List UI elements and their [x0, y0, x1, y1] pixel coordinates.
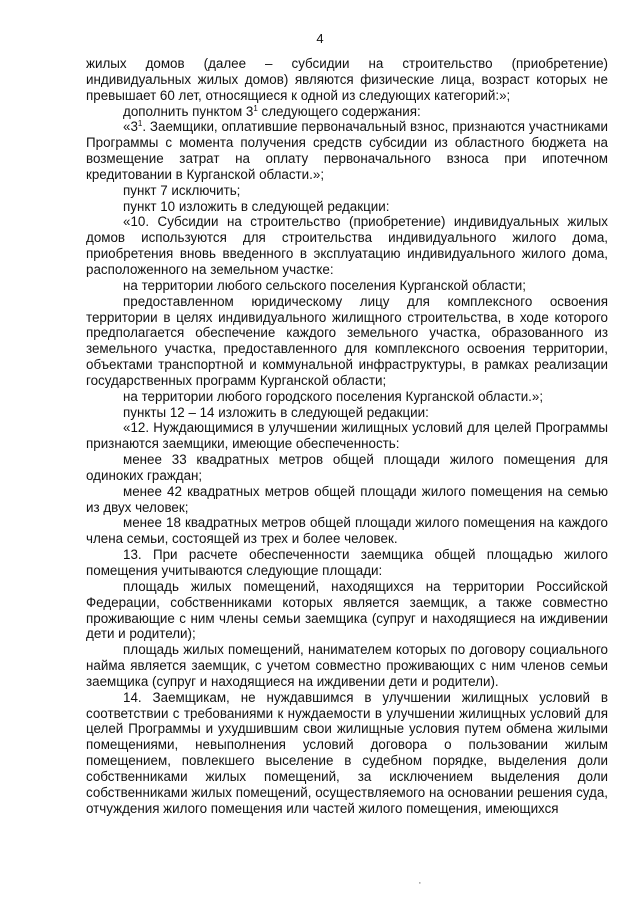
paragraph-urban-settlement: на территории любого городского поселения Курганской области.»; — [123, 388, 544, 404]
paragraph-point-14: 14. Заемщикам, не нуждавшимся в улучшении жилищных условий в соответствии с требованиями к нуждаемости в улучшении жилищных условий для целей Программы и ухудшившим свои жилищные условия путем обмена жилыми помещениями, невыполнения условий договора о пользовании жилым помещением, повлекшего выселение в судебном порядке, выделения доли собственниками жилых помещений, за исключением выделения доли собственниками жилых помещений, осуществляемого на основании решения суда, отчуждения жилого помещения или частей жилого помещения, имеющихся — [86, 689, 608, 816]
page-number: 4 — [316, 31, 324, 46]
paragraph-legal-entity: предоставленном юридическому лицу для комплексного освоения территории в целях индивидуального жилищного строительства, в ходе которого предполагается обеспечение каждого земельного участка, образованного из земельного участка, предоставленного для комплексного освоения территории, объектами транспортной и коммунальной инфраструктуры, в рамках реализации государственных программ Курганской области; — [86, 293, 608, 388]
paragraph-point-10: «10. Субсидии на строительство (приобретение) индивидуальных жилых домов используются для строительства индивидуального жилого дома, приобретения вновь введенного в эксплуатацию индивидуального жилого дома, расположенного на земельном участке: — [86, 214, 608, 277]
paragraph-point-13: 13. При расчете обеспеченности заемщика общей площадью жилого помещения учитываются следующие площади: — [86, 547, 608, 578]
paragraph-points-12-14-intro: пункты 12 – 14 изложить в следующей редакции: — [123, 404, 429, 420]
paragraph-33-sqm: менее 33 квадратных метров общей площади жилого помещения для одиноких граждан; — [86, 452, 608, 483]
paragraph-exclude-point-7: пункт 7 исключить; — [123, 182, 241, 198]
paragraph-add-point: дополнить пунктом $3^1$ следующего содержания: — [123, 103, 421, 119]
paragraph-42-sqm: менее 42 квадратных метров общей площади жилого помещения на семью из двух человек; — [86, 483, 608, 515]
document-body — [86, 56, 608, 817]
paragraph-owned-area: площадь жилых помещений, находящихся на территории Российской Федерации, собственниками которых является заемщик, а также совместно проживающие с ним члены семьи заемщика (супруг и находящиеся на иждивении дети и родители); — [86, 578, 608, 642]
scan-speck: · — [418, 877, 422, 889]
paragraph-point-12: «12. Нуждающимися в улучшении жилищных условий для целей Программы признаются заемщики, имеющие обеспеченность: — [86, 420, 608, 452]
paragraph-rural-settlement: на территории любого сельского поселения Курганской области; — [123, 277, 526, 293]
paragraph-social-rent-area: площадь жилых помещений, нанимателем которых по договору социального найма является заемщик, с учетом совместно проживающих с ним членов семьи заемщика (супруг и находящиеся на иждивении дети и родители). — [86, 642, 608, 689]
paragraph-point-10-intro: пункт 10 изложить в следующей редакции: — [123, 198, 390, 214]
paragraph-18-sqm: менее 18 квадратных метров общей площади жилого помещения на каждого члена семьи, состоящей из трех и более человек. — [86, 515, 608, 547]
paragraph-continuation: жилых домов (далее – субсидии на строительство (приобретение) индивидуальных жилых домов) являются физические лица, возраст которых не превышает 60 лет, относящиеся к одной из следующих категорий:»; — [86, 56, 608, 103]
paragraph-point-3-1: «$3^1$. Заемщики, оплатившие первоначальный взнос, признаются участниками Программы с момента получения средств субсидии из областного бюджета на возмещение затрат на оплату первоначального взноса при ипотечном кредитовании в Курганской области.»; — [86, 119, 608, 182]
